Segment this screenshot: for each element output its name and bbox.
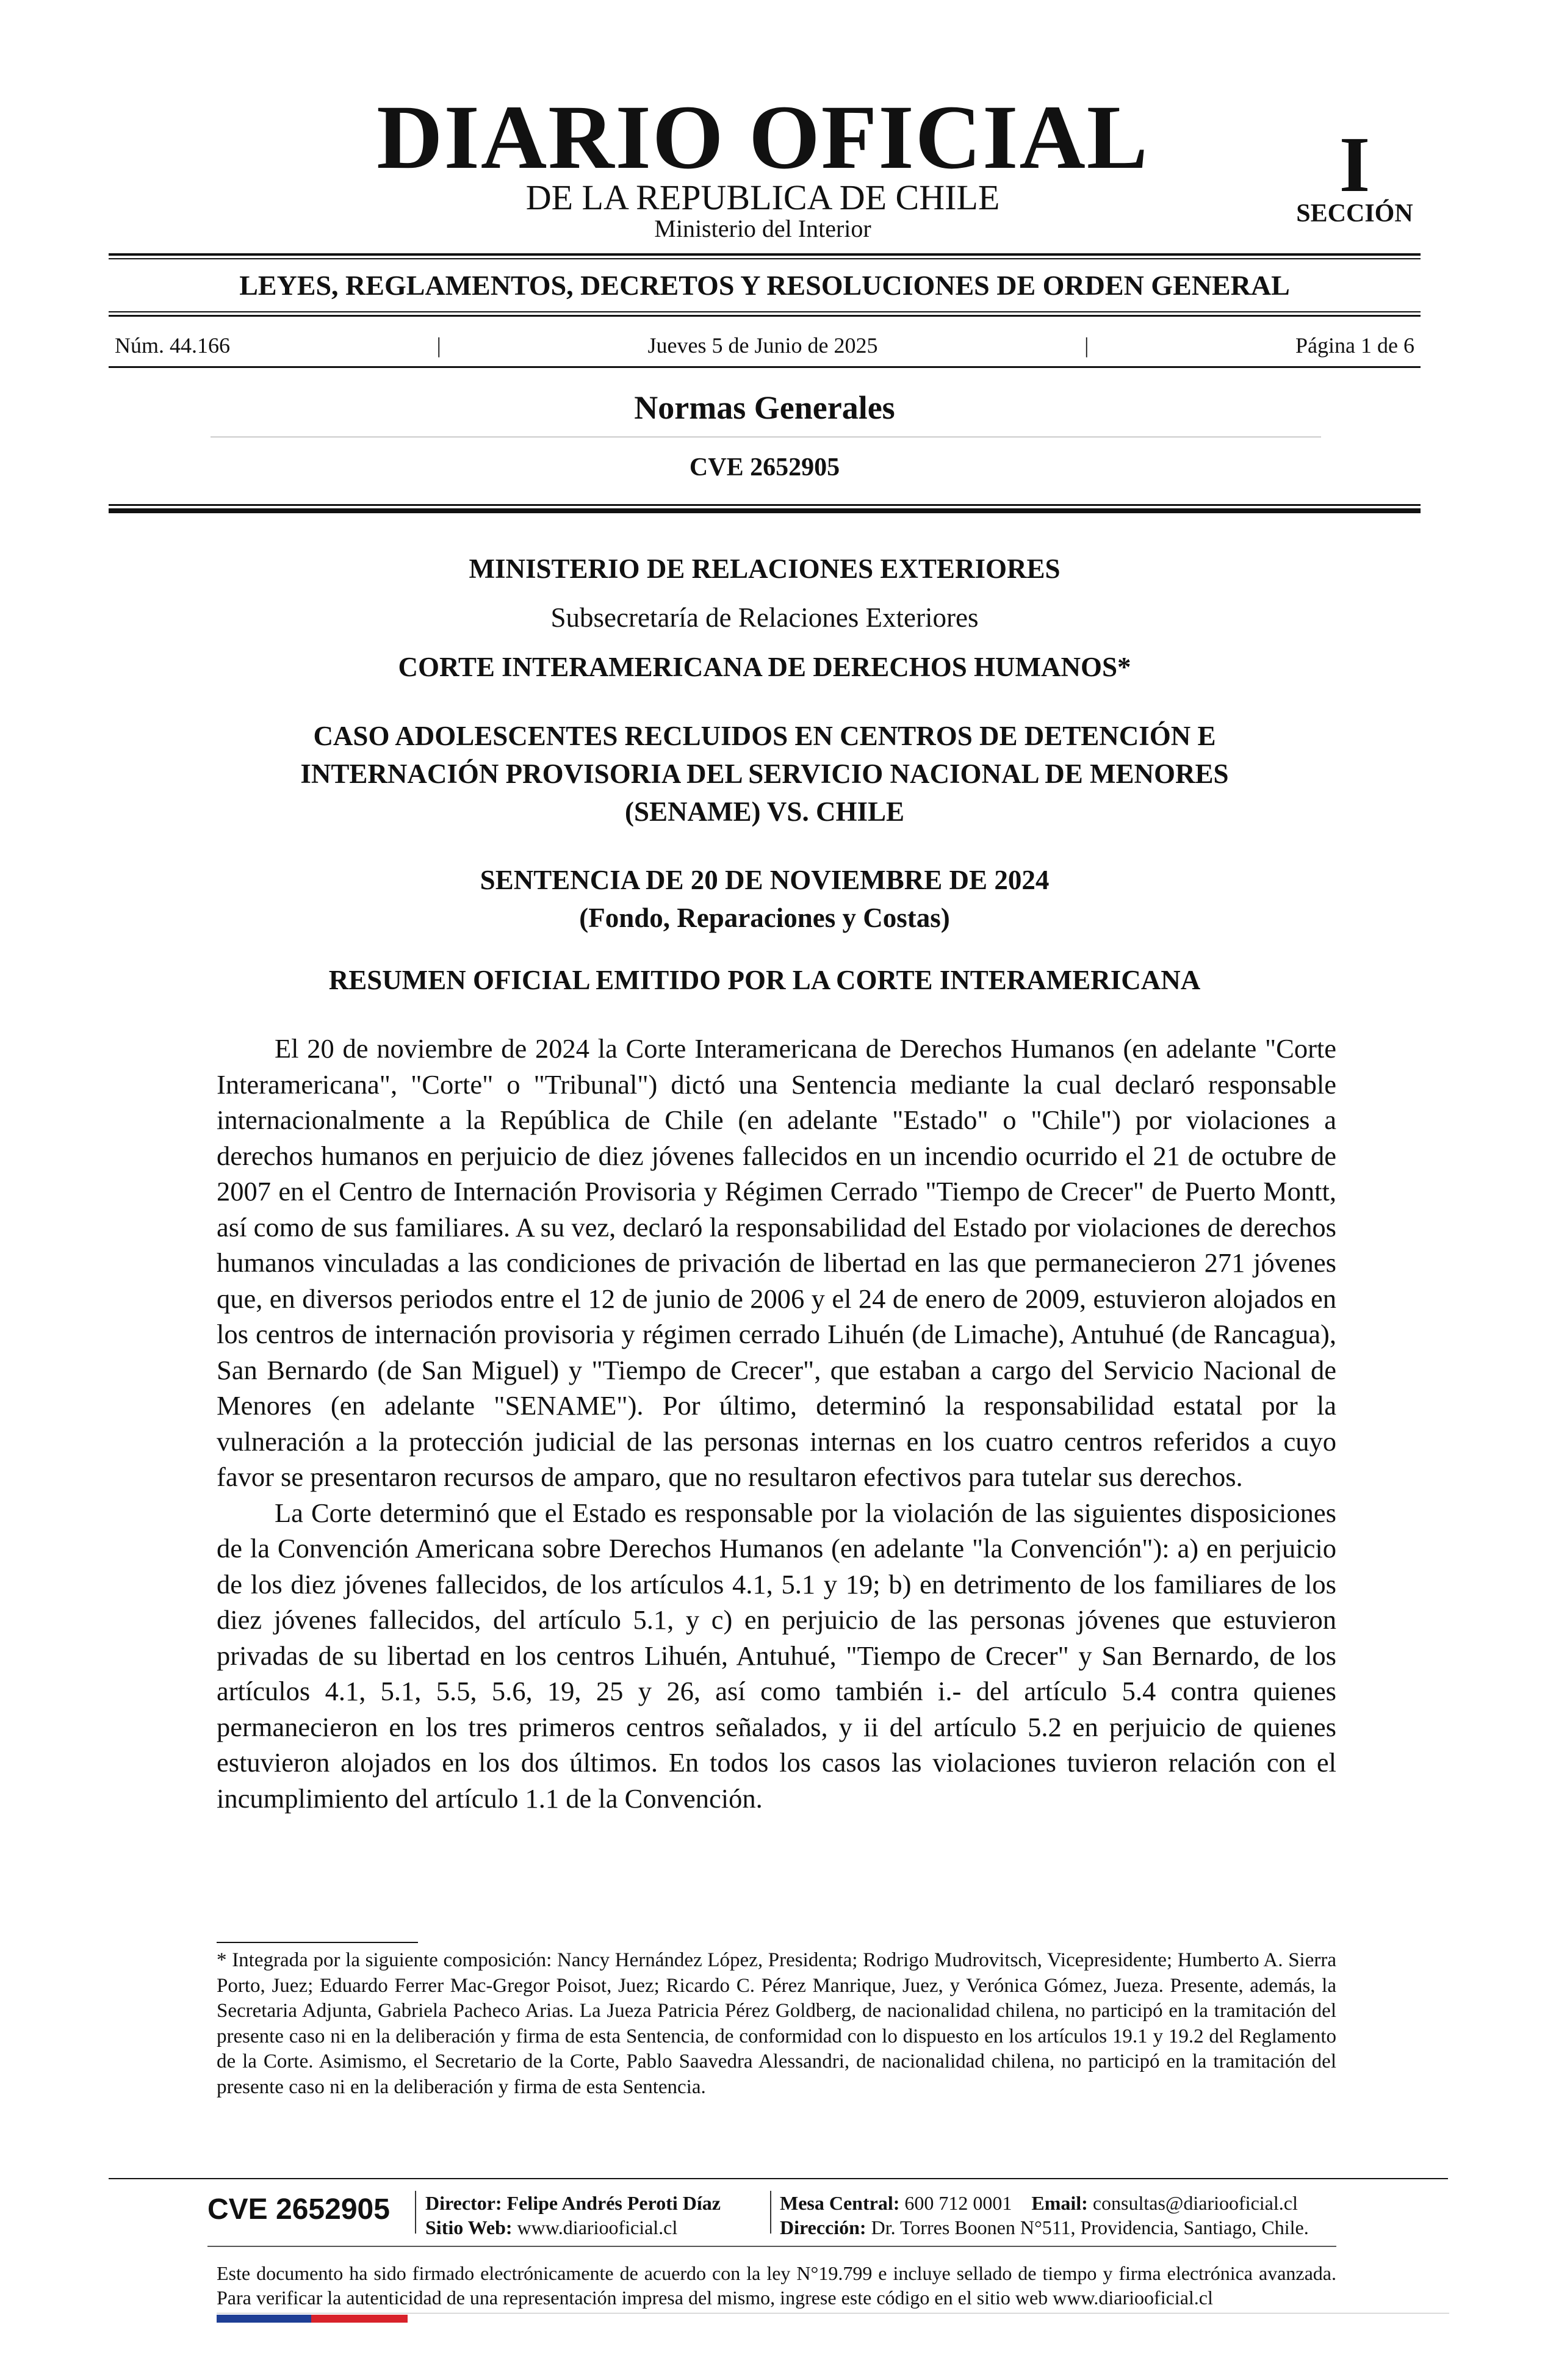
paragraph: La Corte determinó que el Estado es responsable por la violación de las siguientes disposiciones de la Convención Americana sobre Derechos Humanos (en adelante "la Convención"): a) en perjuicio de los diez jóvenes fallecidos, de los artículos 4.1, 5.1 y 19; b) en detrimento de los familiares de los diez jóvenes fallecidos, del artículo 5.1, y c) en perjuicio de las personas jóvenes que estuvieron privadas de su libertad en los centros Lihuén, Antuhué, "Tiempo de Crecer" y San Bernardo, de los artículos 4.1, 5.1, 5.5, 5.6, 19, 25 y 26, así como también i.- del artículo 5.4 contra quienes permanecieron en los tres primeros centros señalados, y ii del artículo 5.2 en perjuicio de quienes estuvieron alojados en los dos últimos. En todos los casos las violaciones tuvieron relación con el incumplimiento del artículo 1.1 de la Convención. <box>217 1497 1336 1814</box>
divider <box>211 436 1321 438</box>
web-label: Sitio Web: <box>425 2216 513 2238</box>
footer-cve: CVE 2652905 <box>207 2193 390 2226</box>
masthead-title: DIARIO OFICIAL <box>376 87 1149 188</box>
address-label: Dirección: <box>780 2216 866 2238</box>
issue-meta <box>115 332 1414 359</box>
email-label: Email: <box>1031 2192 1088 2214</box>
footer-contact-block <box>780 2191 1347 2240</box>
rule-top <box>109 253 1421 256</box>
rule-cve-1 <box>109 504 1421 506</box>
footnote-rule <box>217 1942 418 1943</box>
court-heading: CORTE INTERAMERICANA DE DERECHOS HUMANOS* <box>398 652 1131 682</box>
rule-meta <box>109 366 1421 368</box>
flag-stripe-red <box>311 2315 408 2323</box>
issue-date: Jueves 5 de Junio de 2025 <box>647 333 878 358</box>
footer-director-block <box>425 2191 767 2240</box>
director-label: Director: <box>425 2192 502 2214</box>
rule-banner-1 <box>109 311 1421 312</box>
meta-separator: | <box>436 333 441 358</box>
section-number: I <box>1339 121 1371 209</box>
email-link[interactable]: consultas@diariooficial.cl <box>1092 2192 1298 2214</box>
banner-heading: LEYES, REGLAMENTOS, DECRETOS Y RESOLUCIONES DE ORDEN GENERAL <box>239 270 1290 301</box>
rule-cve-2 <box>109 508 1421 513</box>
rule-banner-2 <box>109 315 1421 317</box>
sentence-type: (Fondo, Reparaciones y Costas) <box>579 903 950 933</box>
mesa-label: Mesa Central: <box>780 2192 900 2214</box>
case-title-line-2: INTERNACIÓN PROVISORIA DEL SERVICIO NACIONAL DE MENORES <box>300 759 1229 789</box>
page-indicator: Página 1 de 6 <box>1295 333 1414 358</box>
meta-separator: | <box>1084 333 1089 358</box>
masthead-ministry: Ministerio del Interior <box>654 215 871 242</box>
issue-number: Núm. 44.166 <box>115 333 230 358</box>
flag-stripe-blue <box>217 2315 311 2323</box>
cve-code: CVE 2652905 <box>689 453 840 481</box>
website-link[interactable]: www.diariooficial.cl <box>517 2216 678 2238</box>
rule-top-thin <box>109 258 1421 259</box>
footer-rule-2 <box>207 2246 1336 2247</box>
ministry-heading: MINISTERIO DE RELACIONES EXTERIORES <box>469 554 1061 584</box>
body-text <box>217 1031 1336 1816</box>
section-label: SECCIÓN <box>1296 200 1413 228</box>
footnote: * Integrada por la siguiente composición: Nancy Hernández López, Presidenta; Rodrigo Mudrovitsch, Vicepresidente; Humberto A. Sierra Porto, Juez; Eduardo Ferrer Mac-Gregor Poisot, Juez; Ricardo C. Pérez Manrique, Juez, y Verónica Gómez, Jueza. Presente, además, la Secretaria Adjunta, Gabriela Pacheco Arias. La Jueza Patricia Pérez Goldberg, de nacionalidad chilena, no participó en la tramitación del presente caso ni en la deliberación y firma de esta Sentencia, de conformidad con lo dispuesto en los artículos 19.1 y 19.2 del Reglamento de la Corte. Asimismo, el Secretario de la Corte, Pablo Saavedra Alessandri, de nacionalidad chilena, no participó en la tramitación del presente caso ni en la deliberación y firma de esta Sentencia. <box>217 1949 1336 2098</box>
mesa-phone: 600 712 0001 <box>904 2192 1012 2214</box>
signature-note: Este documento ha sido firmado electrónicamente de acuerdo con la ley N°19.799 e incluye sellado de tiempo y firma electrónica avanzada. Para verificar la autenticidad de una representación impresa del mismo, ingrese este código en el sitio web www.diariooficial.cl <box>217 2262 1336 2309</box>
summary-heading: RESUMEN OFICIAL EMITIDO POR LA CORTE INTERAMERICANA <box>328 965 1201 995</box>
sentence-date: SENTENCIA DE 20 DE NOVIEMBRE DE 2024 <box>480 865 1050 895</box>
subsecretaria: Subsecretaría de Relaciones Exteriores <box>550 602 979 633</box>
case-title-line-1: CASO ADOLESCENTES RECLUIDOS EN CENTROS DE DETENCIÓN E <box>313 721 1216 751</box>
footer-rule <box>109 2178 1448 2179</box>
section-title: Normas Generales <box>634 389 895 426</box>
case-title-line-3: (SENAME) VS. CHILE <box>625 796 904 827</box>
masthead-subtitle: DE LA REPUBLICA DE CHILE <box>525 178 1000 217</box>
paragraph: El 20 de noviembre de 2024 la Corte Interamericana de Derechos Humanos (en adelante "Corte Interamericana", "Corte" o "Tribunal") dictó una Sentencia mediante la cual declaró responsable internacionalmente a la República de Chile (en adelante "Estado" o "Chile") por violaciones a derechos humanos en perjuicio de diez jóvenes fallecidos en un incendio ocurrido el 21 de octubre de 2007 en el Centro de Internación Provisoria y Régimen Cerrado "Tiempo de Crecer" de Puerto Montt, así como de sus familiares. A su vez, declaró la responsabilidad del Estado por violaciones de derechos humanos vinculadas a las condiciones de privación de libertad en las que permanecieron 271 jóvenes que, en diversos periodos entre el 12 de junio de 2006 y el 24 de enero de 2009, estuvieron alojados en los centros de internación provisoria y régimen cerrado Lihuén (de Limache), Antuhué (de Rancagua), San Bernardo (de San Miguel) y "Tiempo de Crecer", que estaban a cargo del Servicio Nacional de Menores (en adelante "SENAME"). Por último, determinó la responsabilidad estatal por la vulneración a la protección judicial de las personas internas en los cuatro centros referidos a cuyo favor se presentaron recursos de amparo, que no resultaron efectivos para tutelar sus derechos. <box>217 1033 1336 1492</box>
address: Dr. Torres Boonen N°511, Providencia, Santiago, Chile. <box>871 2216 1309 2238</box>
director-name: Felipe Andrés Peroti Díaz <box>506 2192 721 2214</box>
footer-divider <box>770 2191 771 2234</box>
footer-divider <box>415 2191 416 2234</box>
